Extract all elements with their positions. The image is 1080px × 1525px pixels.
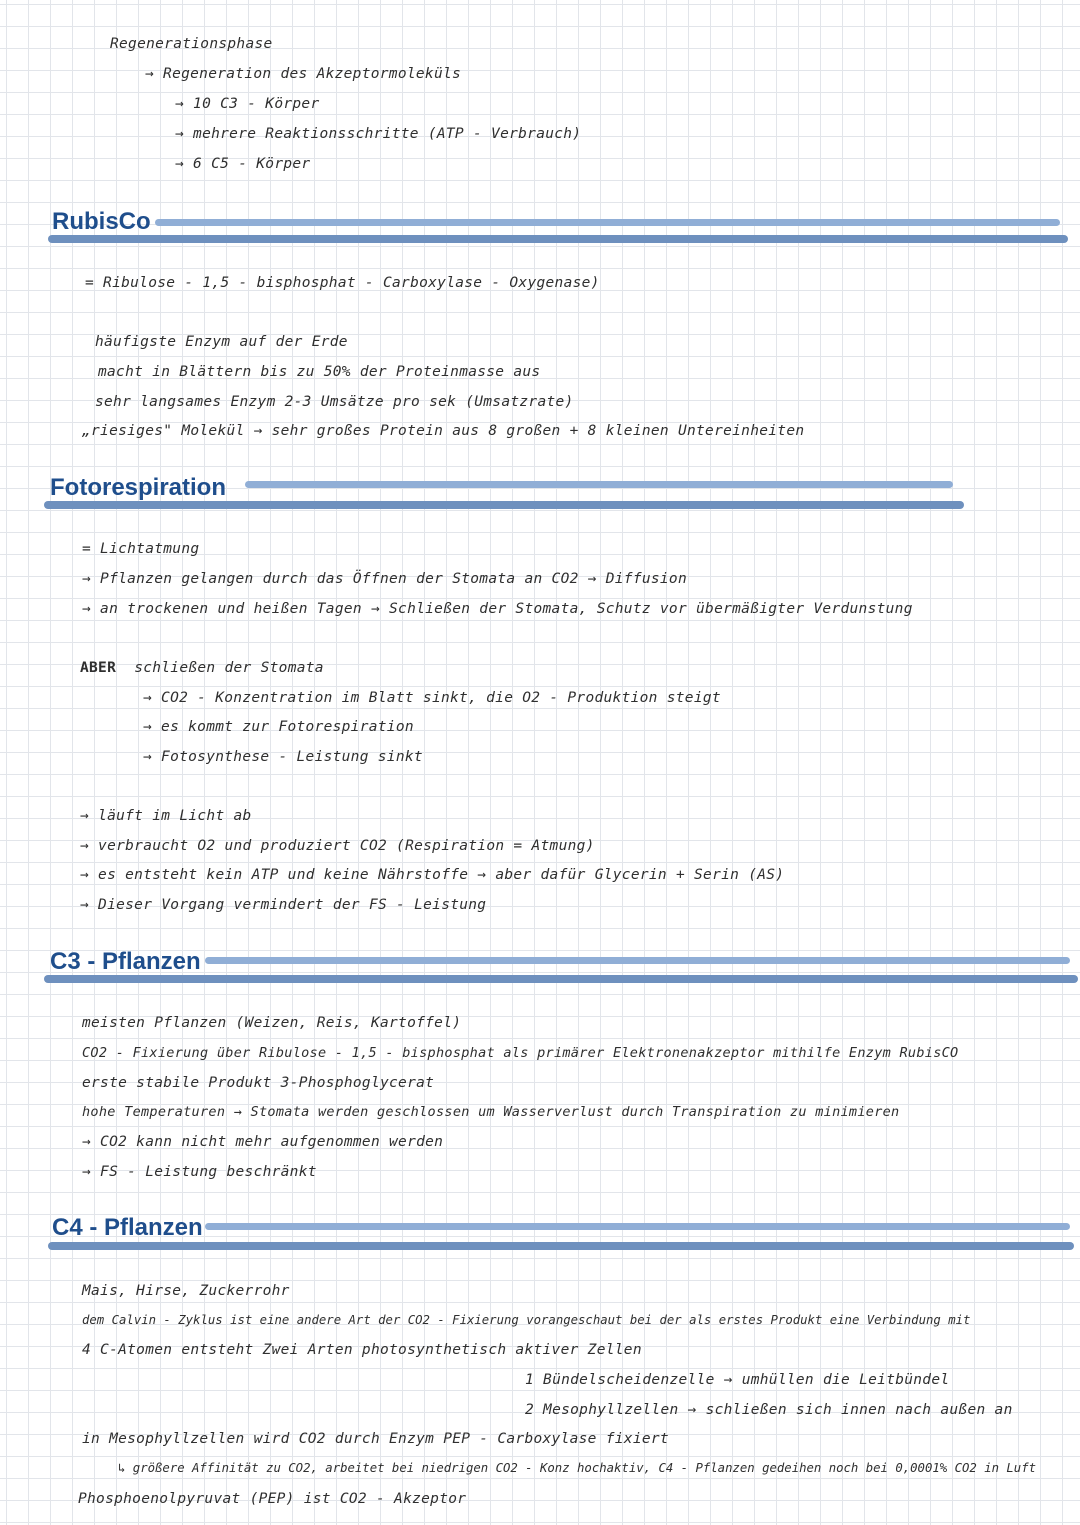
rubisco-line: macht in Blättern bis zu 50% der Proteinmasse aus [98, 364, 541, 380]
rubisco-line: = Ribulose - 1,5 - bisphosphat - Carboxylase - Oxygenase) [85, 275, 600, 291]
fotorespiration-fact: → läuft im Licht ab [80, 808, 252, 824]
heading-underline [205, 1223, 1070, 1230]
fotorespiration-line: → Pflanzen gelangen durch das Öffnen der Stomata an CO2 → Diffusion [82, 571, 687, 587]
c4-cell-type: 2 Mesophyllzellen → schließen sich innen nach außen an [525, 1402, 1013, 1418]
regeneration-line: → mehrere Reaktionsschritte (ATP - Verbrauch) [175, 126, 582, 142]
c3-line: → CO2 kann nicht mehr aufgenommen werden [82, 1134, 444, 1150]
aber-text: schließen der Stomata [134, 660, 324, 676]
fotorespiration-fact: → es entsteht kein ATP und keine Nährstoffe → aber dafür Glycerin + Serin (AS) [80, 867, 785, 883]
c4-title: C4 - Pflanzen [52, 1214, 203, 1241]
fotorespiration-line: = Lichtatmung [82, 541, 200, 557]
heading-underline [44, 975, 1078, 983]
c4-cell-type: 1 Bündelscheidenzelle → umhüllen die Leitbündel [525, 1372, 950, 1388]
c3-line: erste stabile Produkt 3-Phosphoglycerat [82, 1075, 435, 1091]
aber-consequence: → es kommt zur Fotorespiration [143, 719, 414, 735]
aber-consequence: → CO2 - Konzentration im Blatt sinkt, die O2 - Produktion steigt [143, 690, 721, 706]
rubisco-line: sehr langsames Enzym 2-3 Umsätze pro sek (Umsatzrate) [95, 394, 574, 410]
regeneration-line: → Regeneration des Akzeptormoleküls [145, 66, 462, 82]
heading-underline [245, 481, 953, 488]
aber-consequence: → Fotosynthese - Leistung sinkt [143, 749, 423, 765]
fotorespiration-fact: → verbraucht O2 und produziert CO2 (Respiration = Atmung) [80, 838, 595, 854]
aber-line [80, 660, 324, 676]
fotorespiration-line: → an trockenen und heißen Tagen → Schließen der Stomata, Schutz vor übermäßigter Verdunstung [82, 601, 913, 617]
heading-underline [44, 501, 964, 509]
c4-line: ↳ größere Affinität zu CO2, arbeitet bei niedrigen CO2 - Konz hochaktiv, C4 - Pflanzen gedeihen noch bei 0,0001% CO2 in Luft [118, 1461, 1037, 1475]
heading-underline [48, 235, 1068, 243]
c3-line: → FS - Leistung beschränkt [82, 1164, 317, 1180]
c4-line: 4 C-Atomen entsteht Zwei Arten photosynthetisch aktiver Zellen [82, 1342, 642, 1358]
c4-line: Mais, Hirse, Zuckerrohr [82, 1283, 290, 1299]
fotorespiration-title: Fotorespiration [50, 474, 227, 501]
rubisco-line: häufigste Enzym auf der Erde [95, 334, 348, 350]
c4-line: Phosphoenolpyruvat (PEP) ist CO2 - Akzeptor [78, 1491, 467, 1507]
c3-line: CO2 - Fixierung über Ribulose - 1,5 - bisphosphat als primärer Elektronenakzeptor mithilfe Enzym RubisCO [82, 1045, 959, 1061]
c3-line: hohe Temperaturen → Stomata werden geschlossen um Wasserverlust durch Transpiration zu minimieren [82, 1104, 900, 1120]
aber-label: ABER [80, 660, 117, 676]
heading-underline [205, 957, 1070, 964]
regeneration-heading: Regenerationsphase [110, 36, 273, 52]
c3-line: meisten Pflanzen (Weizen, Reis, Kartoffel) [82, 1015, 462, 1031]
c4-line: dem Calvin - Zyklus ist eine andere Art der CO2 - Fixierung vorangeschaut bei der als erstes Produkt eine Verbindung mit [82, 1313, 971, 1327]
regeneration-line: → 6 C5 - Körper [175, 156, 311, 172]
heading-underline [155, 219, 1060, 226]
rubisco-line: „riesiges" Molekül → sehr großes Protein aus 8 großen + 8 kleinen Untereinheiten [82, 423, 805, 439]
c3-title: C3 - Pflanzen [50, 948, 201, 975]
regeneration-line: → 10 C3 - Körper [175, 96, 320, 112]
heading-underline [48, 1242, 1074, 1250]
c4-line: in Mesophyllzellen wird CO2 durch Enzym PEP - Carboxylase fixiert [82, 1431, 669, 1447]
rubisco-title: RubisCo [52, 208, 151, 235]
fotorespiration-fact: → Dieser Vorgang vermindert der FS - Leistung [80, 897, 487, 913]
